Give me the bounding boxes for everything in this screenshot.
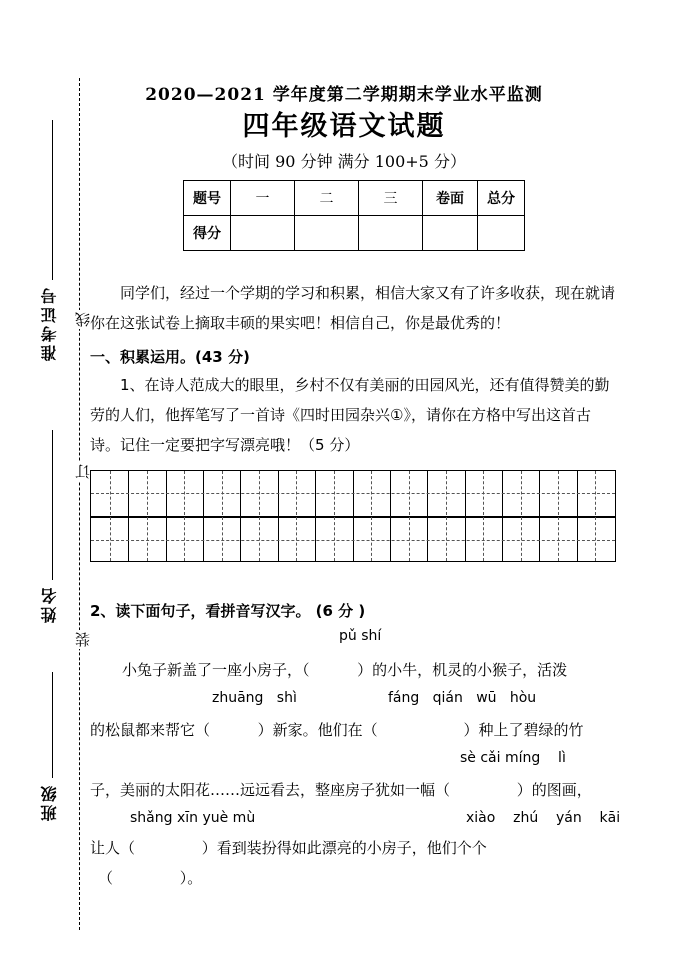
grid-column-line — [353, 471, 354, 561]
score-row-label: 得分 — [184, 216, 231, 251]
grid-column-line — [240, 471, 241, 561]
grid-column-line — [465, 471, 466, 561]
grid-center-guide — [334, 471, 335, 561]
sentence-line-2: 的松鼠都来帮它（ ）新家。他们在（ ）种上了碧绿的竹 — [90, 721, 584, 739]
grid-center-guide — [558, 471, 559, 561]
grid-center-guide — [259, 471, 260, 561]
score-table-header-row — [184, 181, 525, 216]
sentence-line-4: 让人（ ）看到装扮得如此漂亮的小房子，他们个个 — [90, 839, 487, 857]
grid-center-guide — [521, 471, 522, 561]
grid-column-line — [166, 471, 167, 561]
class-blank — [52, 672, 53, 778]
grid-middle-guide — [91, 493, 615, 494]
exam-number-blank — [52, 120, 53, 280]
grid-column-line — [278, 471, 279, 561]
bind-char-bind: 装 — [74, 632, 92, 647]
sentence-line-3: 子，美丽的太阳花……远远看去，整座房子犹如一幅（ ）的图画， — [90, 781, 592, 799]
question1-text: 1、在诗人范成大的眼里，乡村不仅有美丽的田园风光，还有值得赞美的勤劳的人们，他挥笔写了一首诗《四时田园杂兴①》，请你在方格中写出这首古诗。记住一定要把字写漂亮哦！（5 分） — [90, 376, 610, 454]
grid-column-line — [577, 471, 578, 561]
exam-subtitle: （时间 90 分钟 满分 100+5 分） — [222, 152, 466, 171]
grid-center-guide — [595, 471, 596, 561]
score-table-score-row — [184, 216, 525, 251]
exam-title: 四年级语文试题 — [242, 111, 446, 142]
pinyin-xiaozhuyankai: xiào zhú yán kāi — [466, 810, 621, 826]
pinyin-shangxinyuemu: shǎng xīn yuè mù — [130, 810, 256, 826]
score-input-part3[interactable] — [359, 216, 423, 251]
grid-center-guide — [446, 471, 447, 561]
score-input-neatness[interactable] — [423, 216, 478, 251]
bind-char-line: 线 — [74, 312, 92, 327]
grid-column-line — [203, 471, 204, 561]
score-cell-neatness: 卷面 — [423, 181, 478, 216]
score-input-part2[interactable] — [295, 216, 359, 251]
grid-center-guide — [483, 471, 484, 561]
score-cell-part3: 三 — [359, 181, 423, 216]
sentence-line-1: 小兔子新盖了一座小房子，（ ）的小牛，机灵的小猴子，活泼 — [122, 661, 568, 679]
section1-heading: 一、积累运用。(43 分) — [90, 348, 250, 366]
score-input-part1[interactable] — [231, 216, 295, 251]
pinyin-fangqianwuhou: fáng qián wū hòu — [388, 690, 537, 706]
grid-center-guide — [184, 471, 185, 561]
pinyin-pushi: pǔ shí — [339, 628, 382, 644]
grid-center-guide — [409, 471, 410, 561]
grid-column-line — [128, 471, 129, 561]
class-label: 班级 — [40, 783, 59, 821]
score-cell-part1: 一 — [231, 181, 295, 216]
grid-center-guide — [296, 471, 297, 561]
section2-heading: 2、读下面句子，看拼音写汉字。 (6 分 ) — [90, 602, 366, 620]
score-table — [183, 180, 525, 251]
score-cell-total: 总分 — [478, 181, 525, 216]
writing-grid[interactable] — [90, 470, 616, 562]
name-blank — [52, 430, 53, 580]
bind-char-staple: 订 — [74, 464, 92, 479]
grid-column-line — [390, 471, 391, 561]
grid-middle-guide — [91, 540, 615, 541]
grid-column-line — [315, 471, 316, 561]
sentence-line-5: （ ）。 — [98, 869, 203, 887]
pinyin-zhuangshi: zhuāng shì — [212, 690, 297, 706]
pinyin-secaimingli: sè cǎi míng lì — [460, 750, 566, 766]
grid-center-guide — [110, 471, 111, 561]
intro-paragraph: 同学们，经过一个学期的学习和积累，相信大家又有了许多收获，现在就请你在这张试卷上摘取丰硕的果实吧！相信自己，你是最优秀的！ — [90, 284, 616, 332]
exam-number-label: 准考证号 — [40, 285, 59, 361]
binding-dashed-line — [79, 78, 80, 930]
grid-center-guide — [222, 471, 223, 561]
exam-year-line: 2020—2021 学年度第二学期期末学业水平监测 — [145, 85, 543, 105]
score-cell-part2: 二 — [295, 181, 359, 216]
grid-column-line — [539, 471, 540, 561]
name-label: 姓名 — [40, 585, 59, 623]
grid-center-guide — [147, 471, 148, 561]
grid-center-guide — [371, 471, 372, 561]
score-input-total[interactable] — [478, 216, 525, 251]
score-cell-label: 题号 — [184, 181, 231, 216]
grid-column-line — [427, 471, 428, 561]
grid-column-line — [502, 471, 503, 561]
